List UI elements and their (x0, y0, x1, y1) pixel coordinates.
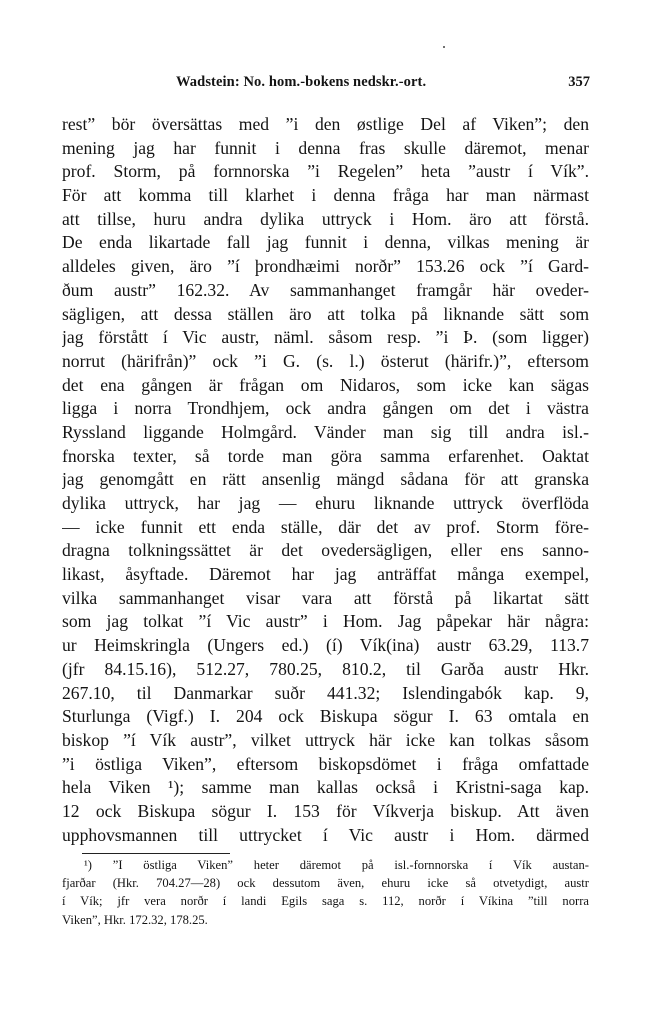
text-line: hela Viken ¹); samme man kallas också i Kristni-saga kap. (62, 777, 589, 798)
text-line: För att komma till klarhet i denna fråga har man närmast (62, 185, 589, 206)
running-header (64, 74, 590, 96)
text-line: ”i östliga Viken”, eftersom biskopsdömet i fråga omfattade (62, 753, 589, 774)
text-line: biskop ”í Vík austr”, vilket uttryck här icke kan tolkas såsom (62, 729, 589, 750)
text-line: likast, åsyftade. Däremot har jag anträffat många exempel, (62, 564, 589, 585)
text-line: mening jag har funnit i denna fras skulle däremot, menar (62, 137, 589, 158)
text-line: (jfr 84.15.16), 512.27, 780.25, 810.2, til Garða austr Hkr. (62, 658, 589, 679)
text-line: — icke funnit ett enda ställe, där det av prof. Storm före- (62, 516, 589, 537)
text-line: jag genomgått en rätt ansenlig mängd sådana för att granska (62, 469, 589, 490)
text-line: dragna tolkningssättet är det ovedersägligen, eller ens sanno- (62, 540, 589, 561)
text-line: norrut (härifrån)” ock ”i G. (s. l.) österut (härifr.)”, eftersom (62, 350, 589, 371)
text-line: sägligen, att dessa ställen äro att tolka på liknande sätt som (62, 303, 589, 324)
main-text (62, 113, 589, 847)
text-line: ligga i norra Trondhjem, ock andra gången om det i västra (62, 398, 589, 419)
text-line: prof. Storm, på fornnorska ”i Regelen” heta ”austr í Vík”. (62, 161, 589, 182)
text-line: Ryssland liggande Holmgård. Vänder man sig till andra isl.- (62, 421, 589, 442)
text-line: jag förstått í Vic austr, näml. såsom resp. ”i Þ. (som ligger) (62, 327, 589, 348)
text-line: att tillse, huru andra dylika uttryck i Hom. äro att förstå. (62, 208, 589, 229)
text-line: alldeles given, äro ”í þrondhæimi norðr” 153.26 ock ”í Gard- (62, 256, 589, 277)
text-line: som jag tolkat ”í Vic austr” i Hom. Jag påpekar här några: (62, 611, 589, 632)
footnote-line: ¹) ”I östliga Viken” heter däremot på isl.-fornnorska í Vík austan- (84, 858, 589, 872)
text-line: ðum austr” 162.32. Av sammanhanget framgår här oveder- (62, 279, 589, 300)
text-line: De enda likartade fall jag funnit i denna, vilkas mening är (62, 232, 589, 253)
page-number: 357 (568, 74, 590, 90)
running-title: Wadstein: No. hom.-bokens nedskr.-ort. (176, 74, 427, 90)
footnotes (62, 856, 589, 929)
footnote-line: fjarðar (Hkr. 704.27—28) ock dessutom även, ehuru icke så otvetydigt, austr (62, 876, 589, 891)
footnote-line: Viken”, Hkr. 172.32, 178.25. (62, 912, 208, 927)
text-line: Sturlunga (Vigf.) I. 204 ock Biskupa sögur I. 63 omtala en (62, 706, 589, 727)
text-line: vilka sammanhanget visar vara att förstå på likartat sätt (62, 587, 589, 608)
text-line: fnorska texter, så torde man göra samma erfarenhet. Oaktat (62, 445, 589, 466)
text-line: upphovsmannen till uttrycket í Vic austr i Hom. därmed (62, 824, 589, 845)
print-speck (443, 46, 445, 48)
text-line: ur Heimskringla (Ungers ed.) (í) Vík(ina) austr 63.29, 113.7 (62, 635, 589, 656)
text-line: rest” bör översättas med ”i den østlige Del af Viken”; den (62, 114, 589, 134)
text-line: 267.10, til Danmarkar suðr 441.32; Islendingabók kap. 9, (62, 682, 589, 703)
footnote-rule (82, 853, 230, 854)
text-line: det ena gången är frågan om Nidaros, som icke kan sägas (62, 374, 589, 395)
text-line: 12 ock Biskupa sögur I. 153 för Víkverja biskup. Att även (62, 800, 589, 821)
text-line: dylika uttryck, har jag — ehuru liknande uttryck överflöda (62, 493, 589, 513)
footnote-line: í Vík; jfr vera norðr í landi Egils saga s. 112, norðr í Víkina ”till norra (62, 894, 589, 909)
